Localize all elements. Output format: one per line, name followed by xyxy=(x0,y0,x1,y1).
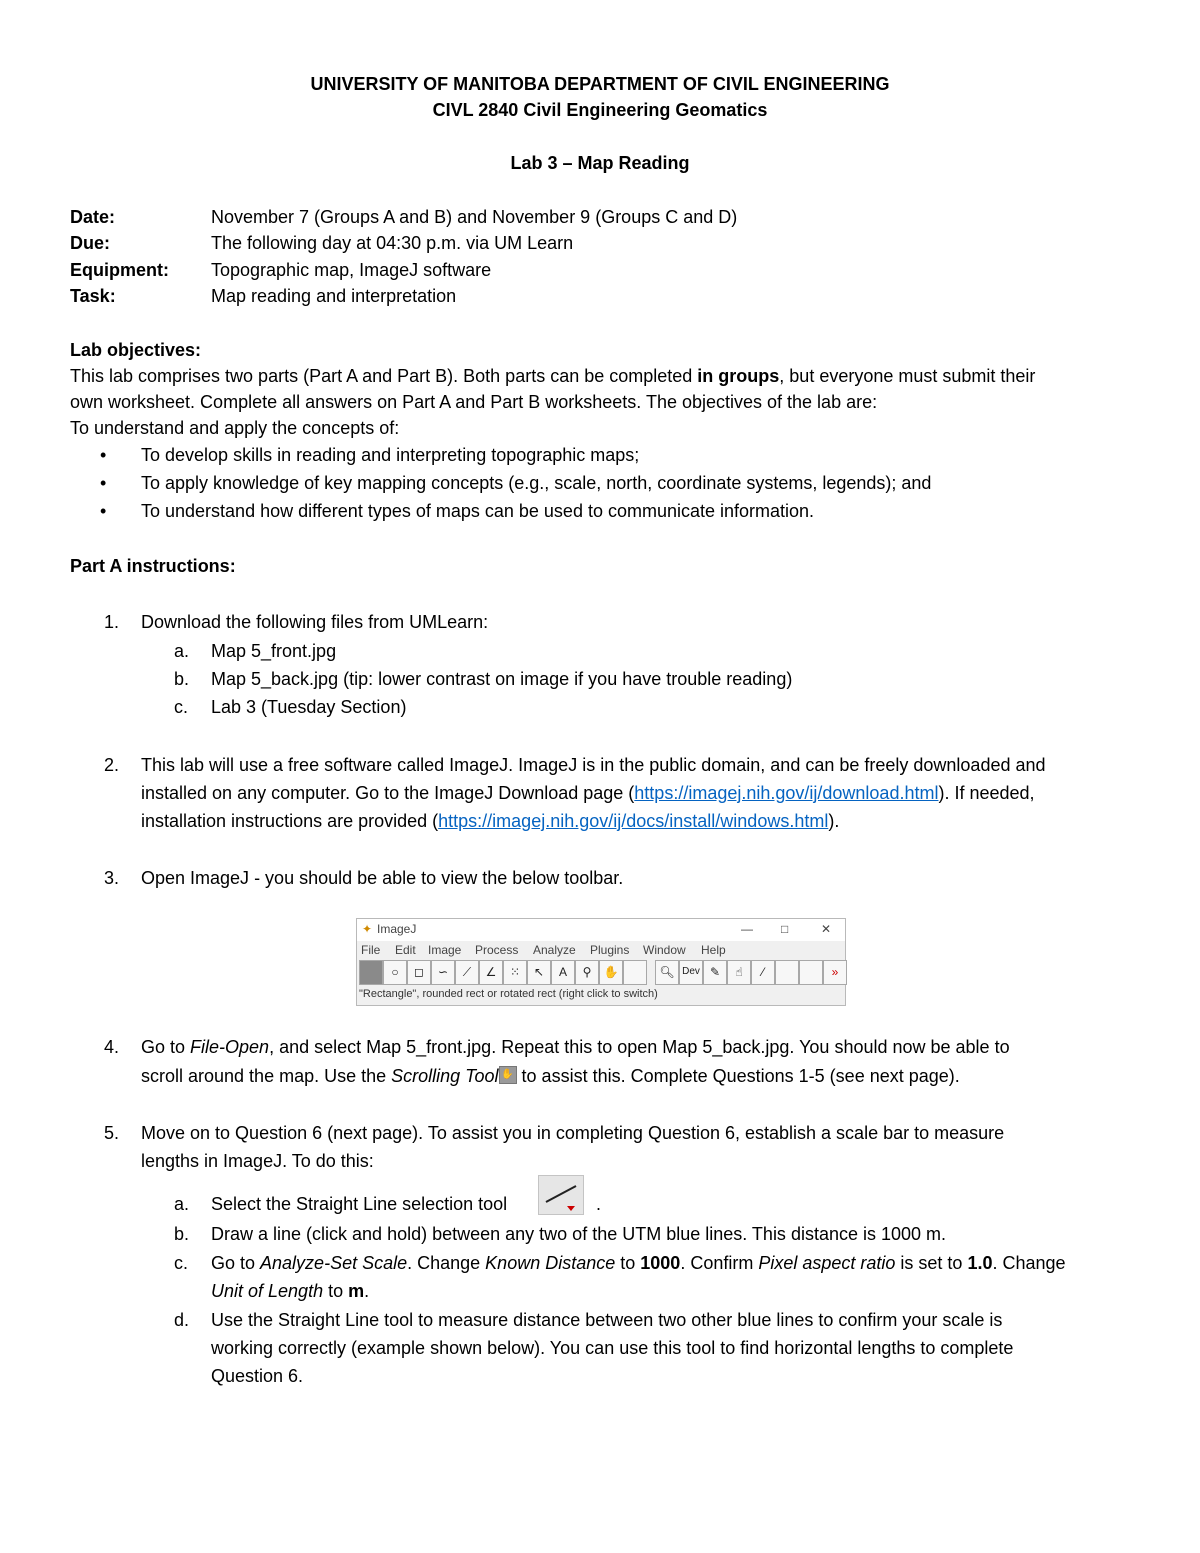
blank-tool-icon xyxy=(799,960,823,985)
step4-italic: Scrolling Tool xyxy=(391,1066,499,1086)
part-a-heading: Part A instructions: xyxy=(70,556,236,576)
step5c-bold: 1.0 xyxy=(967,1253,993,1273)
menu-process: Process xyxy=(475,943,519,957)
imagej-titlebar xyxy=(357,919,845,941)
objectives-line1 xyxy=(70,366,1035,387)
menu-plugins: Plugins xyxy=(590,943,630,957)
download-link[interactable]: https://imagej.nih.gov/ij/download.html xyxy=(634,783,939,803)
sub-letter: d. xyxy=(174,1310,190,1330)
step2-line1: This lab will use a free software called ImageJ. ImageJ is in the public domain, and can be freely downloaded and xyxy=(141,755,1046,775)
step-number: 1. xyxy=(104,612,120,632)
menu-window: Window xyxy=(643,943,686,957)
step4-text: , and select Map 5_front.jpg. Repeat this to open Map 5_back.jpg. You should now be able to xyxy=(269,1037,1010,1057)
step5c-text: . Confirm xyxy=(680,1253,759,1273)
arrow-tool-icon: » xyxy=(823,960,847,985)
blank-tool-icon xyxy=(775,960,799,985)
step5c-text: Go to xyxy=(211,1253,261,1273)
imagej-toolbar-image xyxy=(356,918,846,1006)
sub-letter: a. xyxy=(174,1194,190,1214)
wand-tool-icon: ↖ xyxy=(527,960,551,985)
step3-text: Open ImageJ - you should be able to view the below toolbar. xyxy=(141,868,624,888)
objective-item: To develop skills in reading and interpreting topographic maps; xyxy=(141,445,640,465)
step2-text: installation instructions are provided ( xyxy=(141,811,439,831)
straight-line-tool-icon xyxy=(538,1175,584,1215)
step2-line3 xyxy=(141,811,839,832)
equipment-value: Topographic map, ImageJ software xyxy=(211,260,492,280)
university-heading: UNIVERSITY OF MANITOBA DEPARTMENT OF CIVIL ENGINEERING xyxy=(310,74,890,94)
magnifier-tool-icon: ⚲ xyxy=(575,960,599,985)
step4-line2 xyxy=(141,1066,960,1087)
scrolling-tool-icon: ✋ xyxy=(599,960,623,985)
step-number: 3. xyxy=(104,868,120,888)
step5c-italic: Pixel aspect ratio xyxy=(758,1253,896,1273)
step5c-text: . Change xyxy=(407,1253,486,1273)
step5-line2: lengths in ImageJ. To do this: xyxy=(141,1151,374,1171)
objective-item: To apply knowledge of key mapping concepts (e.g., scale, north, coordinate systems, legends); and xyxy=(141,473,932,493)
maximize-icon: □ xyxy=(781,922,789,936)
due-label: Due: xyxy=(70,233,110,253)
step4-line1 xyxy=(141,1037,1010,1058)
imagej-status-bar: "Rectangle", rounded rect or rotated rect (right click to switch) xyxy=(359,988,658,1000)
step1-text: Download the following files from UMLearn: xyxy=(141,612,489,632)
bullet-icon: • xyxy=(100,501,107,521)
step5c-line2 xyxy=(211,1281,369,1302)
sub-letter: b. xyxy=(174,669,190,689)
date-value: November 7 (Groups A and B) and November 9 (Groups C and D) xyxy=(211,207,738,227)
bullet-icon: • xyxy=(100,445,107,465)
blank-tool-icon xyxy=(623,960,647,985)
step5a-text: Select the Straight Line selection tool xyxy=(211,1194,508,1214)
step5c-text: . Change xyxy=(992,1253,1066,1273)
sub-item: Map 5_back.jpg (tip: lower contrast on image if you have trouble reading) xyxy=(211,669,793,689)
task-value: Map reading and interpretation xyxy=(211,286,457,306)
objectives-line2: own worksheet. Complete all answers on Part A and Part B worksheets. The objectives of the lab are: xyxy=(70,392,878,412)
text-tool-icon: A xyxy=(551,960,575,985)
step5c-text: . xyxy=(364,1281,370,1301)
step-number: 4. xyxy=(104,1037,120,1057)
polygon-tool-icon: ◻ xyxy=(407,960,431,985)
rectangle-tool-icon xyxy=(359,960,383,985)
imagej-title: ImageJ xyxy=(377,922,417,936)
menu-edit: Edit xyxy=(395,943,416,957)
step5c-line1 xyxy=(211,1253,1066,1274)
imagej-tool-row xyxy=(359,960,843,985)
close-icon: ✕ xyxy=(821,922,832,936)
step5d-line1: Use the Straight Line tool to measure distance between two other blue lines to confirm your scale is xyxy=(211,1310,1003,1330)
install-link[interactable]: https://imagej.nih.gov/ij/docs/install/windows.html xyxy=(438,811,829,831)
sub-item: Map 5_front.jpg xyxy=(211,641,337,661)
imagej-logo-icon: ✦ xyxy=(362,922,373,936)
sub-letter: c. xyxy=(174,1253,189,1273)
step5a-period: . xyxy=(596,1194,602,1214)
sub-letter: a. xyxy=(174,641,190,661)
lab-title: Lab 3 – Map Reading xyxy=(510,153,690,173)
scrolling-tool-icon: ✋ xyxy=(499,1066,517,1084)
sub-letter: b. xyxy=(174,1224,190,1244)
step4-text: to assist this. Complete Questions 1-5 (see next page). xyxy=(516,1066,960,1086)
step5-line1: Move on to Question 6 (next page). To assist you in completing Question 6, establish a scale bar to measure xyxy=(141,1123,1005,1143)
menu-analyze: Analyze xyxy=(533,943,576,957)
due-value: The following day at 04:30 p.m. via UM Learn xyxy=(211,233,574,253)
angle-tool-icon: ∠ xyxy=(479,960,503,985)
step5c-bold: 1000 xyxy=(640,1253,681,1273)
imagej-menubar xyxy=(357,941,845,959)
step2-text: ). If needed, xyxy=(938,783,1035,803)
step4-text: Go to xyxy=(141,1037,191,1057)
sub-item: Lab 3 (Tuesday Section) xyxy=(211,697,407,717)
objective-item: To understand how different types of maps can be used to communicate information. xyxy=(141,501,815,521)
step5c-text: to xyxy=(323,1281,349,1301)
step5c-italic: Unit of Length xyxy=(211,1281,324,1301)
sub-letter: c. xyxy=(174,697,189,717)
menu-image: Image xyxy=(428,943,462,957)
brush-tool-icon: ⁄ xyxy=(751,960,775,985)
dev-tool: Dev xyxy=(679,960,703,985)
objectives-bold: in groups xyxy=(697,366,780,386)
menu-file: File xyxy=(361,943,381,957)
step5c-text: to xyxy=(615,1253,641,1273)
step-number: 2. xyxy=(104,755,120,775)
step2-text: ). xyxy=(828,811,840,831)
step5d-line3: Question 6. xyxy=(211,1366,304,1386)
objectives-text: This lab comprises two parts (Part A and Part B). Both parts can be completed xyxy=(70,366,698,386)
step5c-bold: m xyxy=(348,1281,365,1301)
hand-tool-icon: ☝ xyxy=(727,960,751,985)
step5c-italic: Analyze-Set Scale xyxy=(260,1253,408,1273)
objectives-heading: Lab objectives: xyxy=(70,340,202,360)
step2-text: installed on any computer. Go to the ImageJ Download page ( xyxy=(141,783,635,803)
step2-line2 xyxy=(141,783,1035,804)
objectives-line3: To understand and apply the concepts of: xyxy=(70,418,400,438)
minimize-icon: — xyxy=(741,922,753,936)
course-heading: CIVL 2840 Civil Engineering Geomatics xyxy=(432,100,768,120)
objectives-text: , but everyone must submit their xyxy=(779,366,1036,386)
straight-line-tool-icon: ⟋ xyxy=(455,960,479,985)
step4-text: scroll around the map. Use the xyxy=(141,1066,392,1086)
pencil-tool-icon: ✎ xyxy=(703,960,727,985)
menu-help: Help xyxy=(701,943,726,957)
step5c-text: is set to xyxy=(895,1253,968,1273)
point-tool-icon: ⁙ xyxy=(503,960,527,985)
date-label: Date: xyxy=(70,207,116,227)
step5b-text: Draw a line (click and hold) between any two of the UTM blue lines. This distance is 1000 m. xyxy=(211,1224,947,1244)
task-label: Task: xyxy=(70,286,116,306)
step4-italic: File-Open xyxy=(190,1037,270,1057)
step5d-line2: working correctly (example shown below). You can use this tool to find horizontal lengths to complete xyxy=(211,1338,1014,1358)
zoom-icon: 🔍︎ xyxy=(655,960,679,985)
oval-tool-icon: ○ xyxy=(383,960,407,985)
freehand-tool-icon: ∽ xyxy=(431,960,455,985)
bullet-icon: • xyxy=(100,473,107,493)
equipment-label: Equipment: xyxy=(70,260,169,280)
step5c-italic: Known Distance xyxy=(485,1253,616,1273)
step-number: 5. xyxy=(104,1123,120,1143)
